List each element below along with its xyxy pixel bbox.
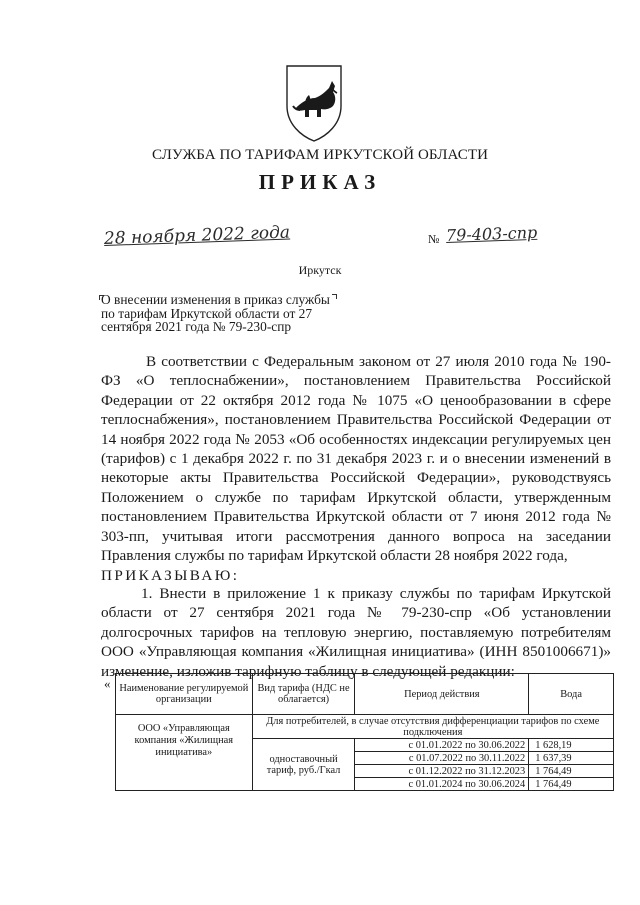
header-water: Вода [529, 674, 614, 715]
coat-of-arms-emblem [281, 62, 347, 144]
table-subheader-row [116, 715, 614, 739]
agency-name: СЛУЖБА ПО ТАРИФАМ ИРКУТСКОЙ ОБЛАСТИ [151, 147, 489, 163]
period-cell: с 01.07.2022 по 30.11.2022 [355, 752, 529, 765]
order-heading: ПРИКАЗЫВАЮ: [101, 567, 240, 584]
period-cell: с 01.12.2022 по 31.12.2023 [355, 765, 529, 778]
header-tariff-kind: Вид тарифа (НДС не облагается) [252, 674, 355, 715]
tariff-value-cell: 1 764,49 [529, 765, 614, 778]
consumer-category-cell: Для потребителей, в случае отсутствия дифференциации тарифов по схеме подключения [252, 715, 613, 739]
table-header-row [116, 674, 614, 715]
period-cell: с 01.01.2022 по 30.06.2022 [355, 739, 529, 752]
org-name-cell: ООО «Управляющая компания «Жилищная инициатива» [116, 715, 253, 791]
period-cell: с 01.01.2024 по 30.06.2024 [355, 778, 529, 791]
number-prefix: № [428, 232, 440, 246]
tariff-table [115, 673, 614, 791]
preamble-paragraph: В соответствии с Федеральным законом от 27 июля 2010 года № 190-ФЗ «О теплоснабжении», постановлением Правительства Российской Федерации от 22 октября 2012 года № 1075 «О ценообразовании в сфере теплоснабжения», постановлением Правительства Российской Федерации от 14 ноября 2022 года № 2053 «Об особенностях индексации регулируемых цен (тарифов) с 1 декабря 2022 г. по 31 декабря 2023 г. и о внесении изменений в некоторые акты Правительства Российской Федерации», руководствуясь Положением о службе по тарифам Иркутской области, утвержденным постановлением Правительства Иркутской области от 7 июня 2012 года № 303-пп, учитывая итоги рассмотрения данного вопроса на заседании Правления службы по тарифам Иркутской области 28 ноября 2022 года, [101, 353, 611, 565]
order-item-1: 1. Внести в приложение 1 к приказу службы по тарифам Иркутской области от 27 сентября 2021 года № 79-230-спр «Об установлении долгосрочных тарифов на тепловую энергию, поставляемую потребителям ООО «Управляющая компания «Жилищная инициатива» (ИНН 8501006671)» изменение, изложив тарифную таблицу в следующей редакции: [101, 585, 611, 680]
tariff-value-cell: 1 628,19 [529, 739, 614, 752]
document-number-handwritten: 79-403-спр [445, 222, 538, 245]
document-type-title: ПРИКАЗ [258, 170, 382, 194]
document-subject: О внесении изменения в приказ службы по тарифам Иркутской области от 27 сентября 2021 года № 79-230-спр [101, 292, 330, 334]
tariff-value-cell: 1 637,39 [529, 752, 614, 765]
tariff-kind-cell: одноставочный тариф, руб./Гкал [252, 739, 355, 791]
header-org: Наименование регулируемой организации [116, 674, 253, 715]
document-city: Иркутск [298, 263, 342, 277]
table-opening-quote: « [104, 676, 111, 691]
document-date-handwritten: 28 ноября 2022 года [103, 222, 291, 249]
tariff-value-cell: 1 764,49 [529, 778, 614, 791]
header-period: Период действия [355, 674, 529, 715]
